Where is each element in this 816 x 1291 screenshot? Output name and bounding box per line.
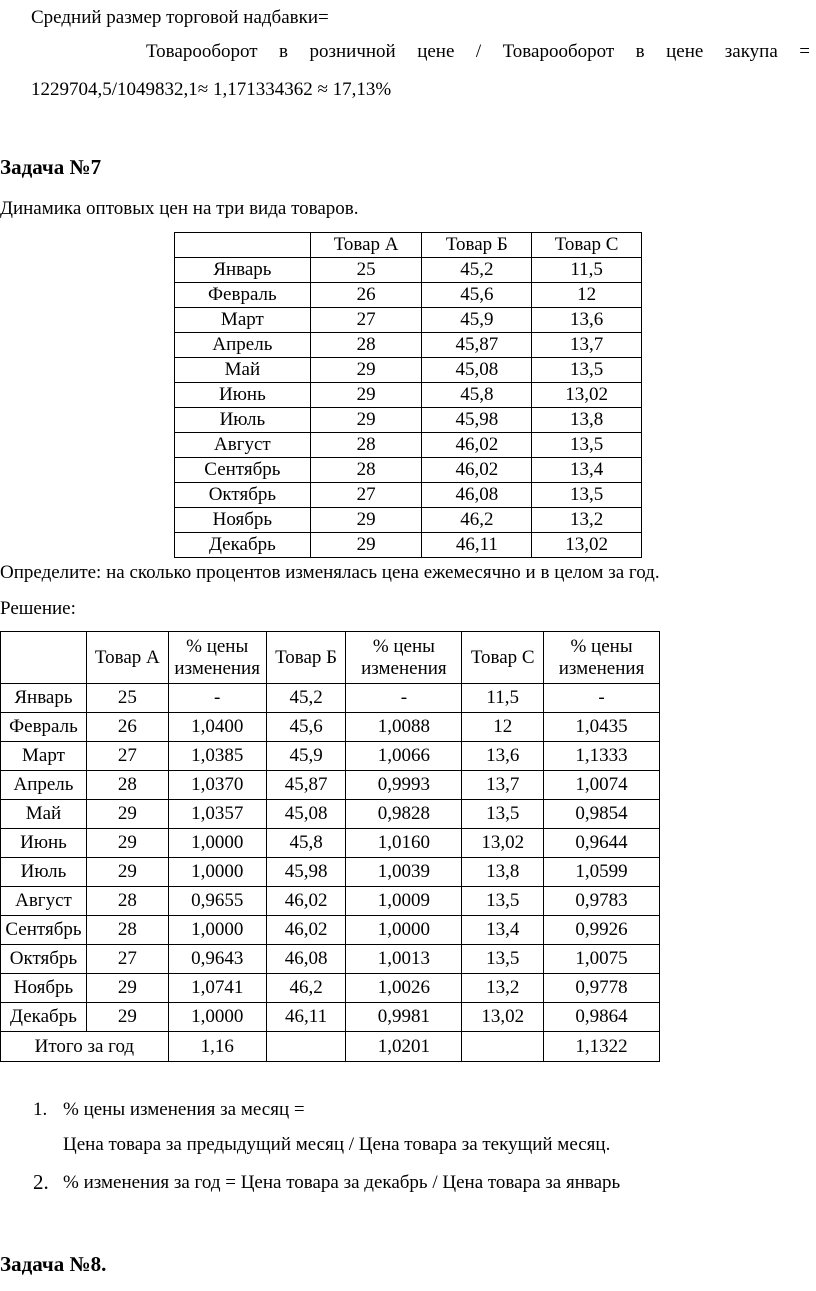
price-c-cell: 13,2 <box>462 974 544 1003</box>
price-a-cell: 29 <box>86 800 168 829</box>
month-cell: Май <box>175 358 311 383</box>
price-cell: 29 <box>310 383 422 408</box>
formula-word: розничной <box>309 41 396 62</box>
table-row <box>1 916 660 945</box>
price-cell: 46,08 <box>422 483 532 508</box>
change-a-cell: 1,0385 <box>168 742 266 771</box>
price-cell: 29 <box>310 358 422 383</box>
change-c-cell: 1,0599 <box>544 858 660 887</box>
table-row <box>175 283 642 308</box>
month-cell: Май <box>1 800 87 829</box>
change-a-cell: 1,0000 <box>168 858 266 887</box>
price-cell: 13,6 <box>532 308 642 333</box>
table-row <box>175 308 642 333</box>
note-2-title: % изменения за год = Цена товара за декабрь / Цена товара за январь <box>63 1172 621 1193</box>
price-c-cell: 13,5 <box>462 800 544 829</box>
price-a-cell: 28 <box>86 887 168 916</box>
note-1-number: 1. <box>33 1099 48 1120</box>
change-c-cell: - <box>544 684 660 713</box>
price-cell: 29 <box>310 533 422 558</box>
change-c-cell: 1,0074 <box>544 771 660 800</box>
change-b-cell: 1,0009 <box>346 887 462 916</box>
price-b-cell: 46,11 <box>266 1003 346 1032</box>
price-cell: 13,02 <box>532 533 642 558</box>
table-row <box>175 533 642 558</box>
month-cell: Январь <box>1 684 87 713</box>
change-b-cell: 0,9981 <box>346 1003 462 1032</box>
table-row <box>1 800 660 829</box>
month-cell: Январь <box>175 258 311 283</box>
formula-word: Товарооборот <box>502 41 615 62</box>
price-a-cell: 29 <box>86 858 168 887</box>
price-b-cell: 45,87 <box>266 771 346 800</box>
column-header <box>1 632 87 684</box>
change-b-cell: 1,0039 <box>346 858 462 887</box>
note-1-body: Цена товара за предыдущий месяц / Цена товара за текущий месяц. <box>63 1134 611 1155</box>
price-a-cell: 29 <box>86 1003 168 1032</box>
price-cell: 45,08 <box>422 358 532 383</box>
table-row <box>1 887 660 916</box>
total-c: 1,1322 <box>544 1032 660 1062</box>
total-empty <box>266 1032 346 1062</box>
month-cell: Декабрь <box>175 533 311 558</box>
price-cell: 29 <box>310 508 422 533</box>
column-header: Товар Б <box>422 233 532 258</box>
price-b-cell: 45,2 <box>266 684 346 713</box>
price-cell: 28 <box>310 458 422 483</box>
table-row <box>1 742 660 771</box>
month-cell: Ноябрь <box>175 508 311 533</box>
month-cell: Апрель <box>175 333 311 358</box>
price-b-cell: 45,6 <box>266 713 346 742</box>
table-row <box>175 433 642 458</box>
change-c-cell: 1,0435 <box>544 713 660 742</box>
change-c-cell: 1,0075 <box>544 945 660 974</box>
formula-word: цене <box>417 41 455 62</box>
price-cell: 29 <box>310 408 422 433</box>
change-b-cell: 1,0000 <box>346 916 462 945</box>
price-b-cell: 46,2 <box>266 974 346 1003</box>
price-c-cell: 13,4 <box>462 916 544 945</box>
month-cell: Июнь <box>175 383 311 408</box>
change-c-cell: 0,9644 <box>544 829 660 858</box>
task7-title: Задача №7 <box>0 155 102 179</box>
price-b-cell: 45,08 <box>266 800 346 829</box>
change-a-cell: 1,0370 <box>168 771 266 800</box>
price-cell: 13,5 <box>532 358 642 383</box>
change-c-cell: 0,9778 <box>544 974 660 1003</box>
change-a-cell: 1,0741 <box>168 974 266 1003</box>
price-cell: 45,87 <box>422 333 532 358</box>
table-row <box>1 945 660 974</box>
solution-table <box>0 631 660 1062</box>
formula-word: / <box>475 41 482 62</box>
column-header: Товар Б <box>266 632 346 684</box>
price-b-cell: 46,02 <box>266 887 346 916</box>
column-header: % цены изменения <box>346 632 462 684</box>
table-row <box>1 684 660 713</box>
price-b-cell: 45,98 <box>266 858 346 887</box>
change-b-cell: 0,9828 <box>346 800 462 829</box>
price-a-cell: 27 <box>86 742 168 771</box>
column-header: Товар С <box>462 632 544 684</box>
task7-question: Определите: на сколько процентов изменялась цена ежемесячно и в целом за год. <box>0 562 660 583</box>
formula-word: Товарооборот <box>146 41 258 62</box>
price-cell: 46,02 <box>422 433 532 458</box>
price-cell: 13,5 <box>532 433 642 458</box>
price-cell: 28 <box>310 333 422 358</box>
month-cell: Сентябрь <box>1 916 87 945</box>
month-cell: Декабрь <box>1 1003 87 1032</box>
table-row <box>1 713 660 742</box>
price-cell: 13,5 <box>532 483 642 508</box>
total-a: 1,16 <box>168 1032 266 1062</box>
formula-word: закупа <box>724 41 778 62</box>
change-b-cell: 0,9993 <box>346 771 462 800</box>
table-row <box>1 858 660 887</box>
price-c-cell: 13,7 <box>462 771 544 800</box>
table-row <box>1 1003 660 1032</box>
month-cell: Октябрь <box>1 945 87 974</box>
table-row <box>175 458 642 483</box>
total-empty <box>462 1032 544 1062</box>
change-c-cell: 0,9854 <box>544 800 660 829</box>
price-a-cell: 29 <box>86 829 168 858</box>
price-cell: 26 <box>310 283 422 308</box>
price-cell: 46,11 <box>422 533 532 558</box>
price-b-cell: 46,08 <box>266 945 346 974</box>
column-header <box>175 233 311 258</box>
month-cell: Октябрь <box>175 483 311 508</box>
column-header: % цены изменения <box>544 632 660 684</box>
change-b-cell: 1,0160 <box>346 829 462 858</box>
price-b-cell: 45,9 <box>266 742 346 771</box>
price-cell: 45,8 <box>422 383 532 408</box>
price-cell: 13,8 <box>532 408 642 433</box>
price-c-cell: 13,6 <box>462 742 544 771</box>
formula-word: в <box>635 41 645 62</box>
change-c-cell: 1,1333 <box>544 742 660 771</box>
change-b-cell: 1,0088 <box>346 713 462 742</box>
change-a-cell: 0,9655 <box>168 887 266 916</box>
price-cell: 11,5 <box>532 258 642 283</box>
table-row <box>175 383 642 408</box>
price-cell: 28 <box>310 433 422 458</box>
price-cell: 13,4 <box>532 458 642 483</box>
table-row <box>175 333 642 358</box>
markup-heading: Средний размер торговой надбавки= <box>31 7 329 28</box>
note-1-title: % цены изменения за месяц = <box>63 1099 305 1120</box>
month-cell: Ноябрь <box>1 974 87 1003</box>
column-header: Товар А <box>86 632 168 684</box>
price-cell: 13,2 <box>532 508 642 533</box>
change-b-cell: 1,0013 <box>346 945 462 974</box>
table-row <box>175 483 642 508</box>
price-c-cell: 13,5 <box>462 887 544 916</box>
price-cell: 46,2 <box>422 508 532 533</box>
month-cell: Июль <box>1 858 87 887</box>
markup-formula-line <box>146 40 810 64</box>
change-a-cell: 1,0000 <box>168 916 266 945</box>
price-c-cell: 13,5 <box>462 945 544 974</box>
price-cell: 12 <box>532 283 642 308</box>
formula-word: = <box>799 41 810 62</box>
change-a-cell: 1,0400 <box>168 713 266 742</box>
change-a-cell: 1,0357 <box>168 800 266 829</box>
change-c-cell: 0,9864 <box>544 1003 660 1032</box>
change-b-cell: 1,0066 <box>346 742 462 771</box>
header-row <box>1 632 660 684</box>
markup-result: 1229704,5/1049832,1≈ 1,171334362 ≈ 17,13% <box>31 79 392 100</box>
change-a-cell: - <box>168 684 266 713</box>
month-cell: Март <box>175 308 311 333</box>
total-label: Итого за год <box>1 1032 169 1062</box>
total-row <box>1 1032 660 1062</box>
price-a-cell: 29 <box>86 974 168 1003</box>
table-row <box>175 408 642 433</box>
price-cell: 13,7 <box>532 333 642 358</box>
table-row <box>175 358 642 383</box>
month-cell: Сентябрь <box>175 458 311 483</box>
change-b-cell: 1,0026 <box>346 974 462 1003</box>
price-a-cell: 28 <box>86 771 168 800</box>
formula-word: в <box>279 41 289 62</box>
change-a-cell: 1,0000 <box>168 1003 266 1032</box>
price-a-cell: 25 <box>86 684 168 713</box>
change-c-cell: 0,9926 <box>544 916 660 945</box>
column-header: Товар А <box>310 233 422 258</box>
month-cell: Февраль <box>1 713 87 742</box>
change-a-cell: 0,9643 <box>168 945 266 974</box>
table-row <box>1 829 660 858</box>
prices-table <box>174 232 642 558</box>
table-row <box>175 258 642 283</box>
price-cell: 27 <box>310 483 422 508</box>
price-b-cell: 45,8 <box>266 829 346 858</box>
table-row <box>175 508 642 533</box>
month-cell: Июнь <box>1 829 87 858</box>
month-cell: Апрель <box>1 771 87 800</box>
price-cell: 46,02 <box>422 458 532 483</box>
change-a-cell: 1,0000 <box>168 829 266 858</box>
price-c-cell: 13,8 <box>462 858 544 887</box>
table-row <box>1 771 660 800</box>
solution-label: Решение: <box>0 598 76 619</box>
price-b-cell: 46,02 <box>266 916 346 945</box>
price-cell: 25 <box>310 258 422 283</box>
note-2-number: 2. <box>33 1170 49 1194</box>
change-c-cell: 0,9783 <box>544 887 660 916</box>
change-b-cell: - <box>346 684 462 713</box>
task7-description: Динамика оптовых цен на три вида товаров. <box>0 198 359 219</box>
price-a-cell: 27 <box>86 945 168 974</box>
price-cell: 27 <box>310 308 422 333</box>
price-c-cell: 13,02 <box>462 1003 544 1032</box>
price-c-cell: 12 <box>462 713 544 742</box>
month-cell: Июль <box>175 408 311 433</box>
price-a-cell: 28 <box>86 916 168 945</box>
column-header: Товар С <box>532 233 642 258</box>
total-b: 1,0201 <box>346 1032 462 1062</box>
formula-word: цене <box>666 41 704 62</box>
month-cell: Август <box>1 887 87 916</box>
price-cell: 45,6 <box>422 283 532 308</box>
column-header: % цены изменения <box>168 632 266 684</box>
month-cell: Март <box>1 742 87 771</box>
price-a-cell: 26 <box>86 713 168 742</box>
header-row <box>175 233 642 258</box>
price-cell: 45,9 <box>422 308 532 333</box>
task8-title: Задача №8. <box>0 1252 107 1276</box>
price-cell: 45,2 <box>422 258 532 283</box>
table-row <box>1 974 660 1003</box>
price-c-cell: 13,02 <box>462 829 544 858</box>
price-c-cell: 11,5 <box>462 684 544 713</box>
month-cell: Февраль <box>175 283 311 308</box>
price-cell: 13,02 <box>532 383 642 408</box>
month-cell: Август <box>175 433 311 458</box>
price-cell: 45,98 <box>422 408 532 433</box>
